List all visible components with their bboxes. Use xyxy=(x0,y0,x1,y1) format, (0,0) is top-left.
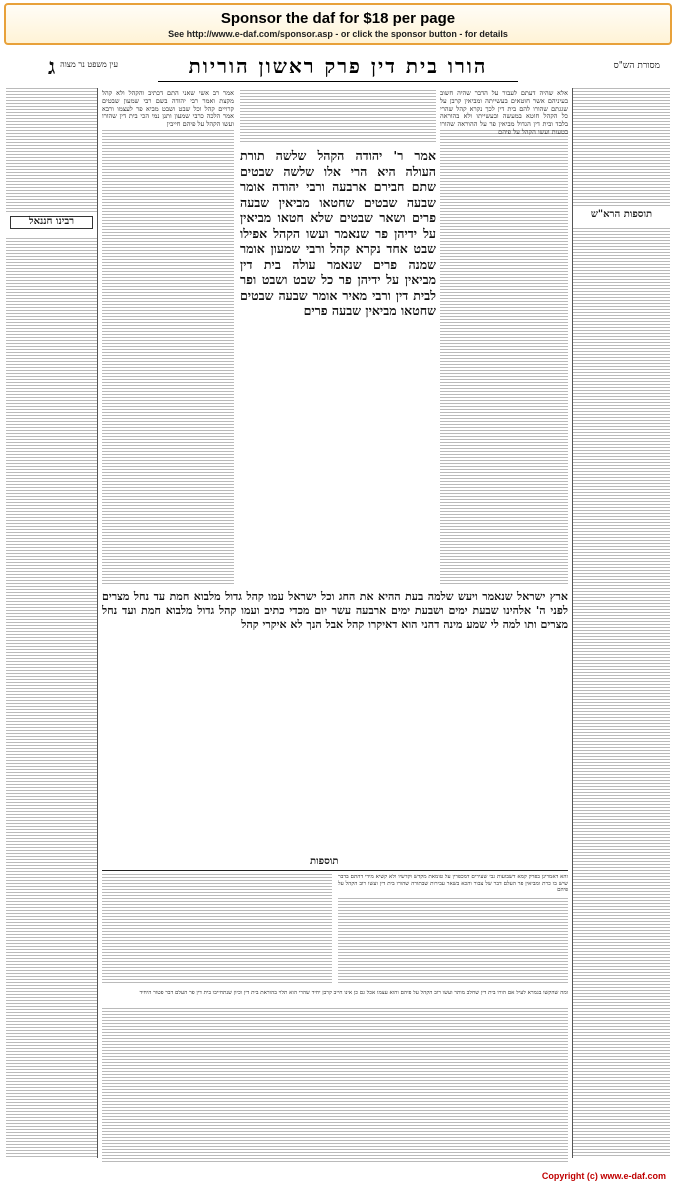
tosafot-lower-right xyxy=(338,874,568,984)
sponsor-banner[interactable] xyxy=(4,3,672,45)
sponsor-title[interactable]: Sponsor the daf for $18 per page xyxy=(220,10,456,27)
section-divider xyxy=(102,870,568,871)
bottom-commentary-text: ומה שהקשו בגמרא לעיל אם הורו בית דין שחלב מותר ועשו רוב הקהל על פיהם והוא עצמו אכל גם כן אינו חייב קרבן יחיד שהרי הוא תלוי בהוראת בית דין וכיון שנתחייבו בית דין פר העלם דבר פטור היחיד xyxy=(139,990,568,996)
sponsor-subtitle[interactable]: See http://www.e-daf.com/sponsor.asp - or click the sponsor button - for details xyxy=(168,29,508,39)
tosafot-harosh-title: תוספות הרא"ש xyxy=(590,209,653,220)
mishnah-wide-text: ארץ ישראל שנאמר ויעש שלמה בעת ההיא את החג וכל ישראל עמו קהל גדול מלבוא חמת עד נחל מצרים לפני ה' אלהינו שבעת ימים ושבעת ימים ארבעה עשר יום מכדי כתיב ועמו קהל גדול מלבוא חמת ועד נחל מצרים ותו למה לי שמע מינה דהני הוא דאיקרו קהל אבל הנך לא איקרי קהל xyxy=(102,590,568,631)
gemara-main-text: אמר ר' יהודה הקהל שלשה תורת העולה היא הרי אלו שלשה שבטים שתם חבירם ארבעה ורבי יהודה אומר שבעה שבטים שחטאו מביאין שבעה פרים ושאר שבטים שלא חטאו מביאין על ידיהן פר שנאמר ועשו הקהל אפילו שבט אחד נקרא קהל ורבי שמעון אומר שמנה פרים שנאמר עולה בית דין מביאין על ידיהן פר כל שבט ושבט ופר לבית דין ורבי מאיר אומר שבעה שבטים שחטאו מביאין שבעה פרים xyxy=(240,148,436,318)
page-letter: ג xyxy=(48,54,56,80)
tosafot-text: והא דאמרינן בפרק קמא דשבועות גבי שעירים דמכפרין על טומאת מקדש וקדשיו ולא קשיא מידי דהתם בדבר שיש בו כרת ומביאין פר העלם דבר של צבור והכא בשאר עבירות שבתורה שהורו בית דין ועשו רוב הקהל על פיהם xyxy=(338,874,568,894)
gemara-top-band xyxy=(240,90,436,144)
ein-mishpat-label: עין משפט נר מצוה xyxy=(60,60,118,69)
page-header xyxy=(8,50,668,86)
right-margin-column xyxy=(572,88,670,1158)
rabbenu-chananel-title: רבינו חננאל xyxy=(10,216,93,229)
rashi-commentary xyxy=(440,90,568,585)
left-commentary-text: אמר רב אשי שאני התם דכתיב והקהל ולא קהל מקצת ואמר רבי יהודה בשם רבי שמעון שבטים קרויים קהל וכל שבט ושבט מביא פר לעצמו ורבא אמר הלכה כרבי שמעון ותנן נמי הכי בית דין שהורו ועשו הקהל על פיהם חייבין xyxy=(102,90,234,129)
copyright-link[interactable]: Copyright (c) www.e-daf.com xyxy=(541,1171,666,1181)
tosafot-lower-left xyxy=(102,874,332,984)
masoret-hashas-label: מסורת הש"ס xyxy=(613,61,660,71)
tosafot-commentary xyxy=(102,90,234,585)
tosafot-heading: תוספות xyxy=(310,856,339,867)
bottom-commentary xyxy=(102,990,568,1162)
page-title: הורו בית דין פרק ראשון הוריות xyxy=(158,54,518,82)
left-margin-column xyxy=(6,88,98,1158)
rashi-text: אלא שהיה דעתם לעבור על הדבר שהיה חשוב בעיניהם אשר חוטאים בעשייתה ומביאין קרבן על שגגתם שהורו להם בית דין לכך נקרא קהל שהרי כל הקהל חוטא במעשה ובעשייתו ולא בהוראה בלבד ובית דין הגדול מביאין פר על ההוראה שהורו בטעות ועשו הקהל על פיהם xyxy=(440,90,568,136)
